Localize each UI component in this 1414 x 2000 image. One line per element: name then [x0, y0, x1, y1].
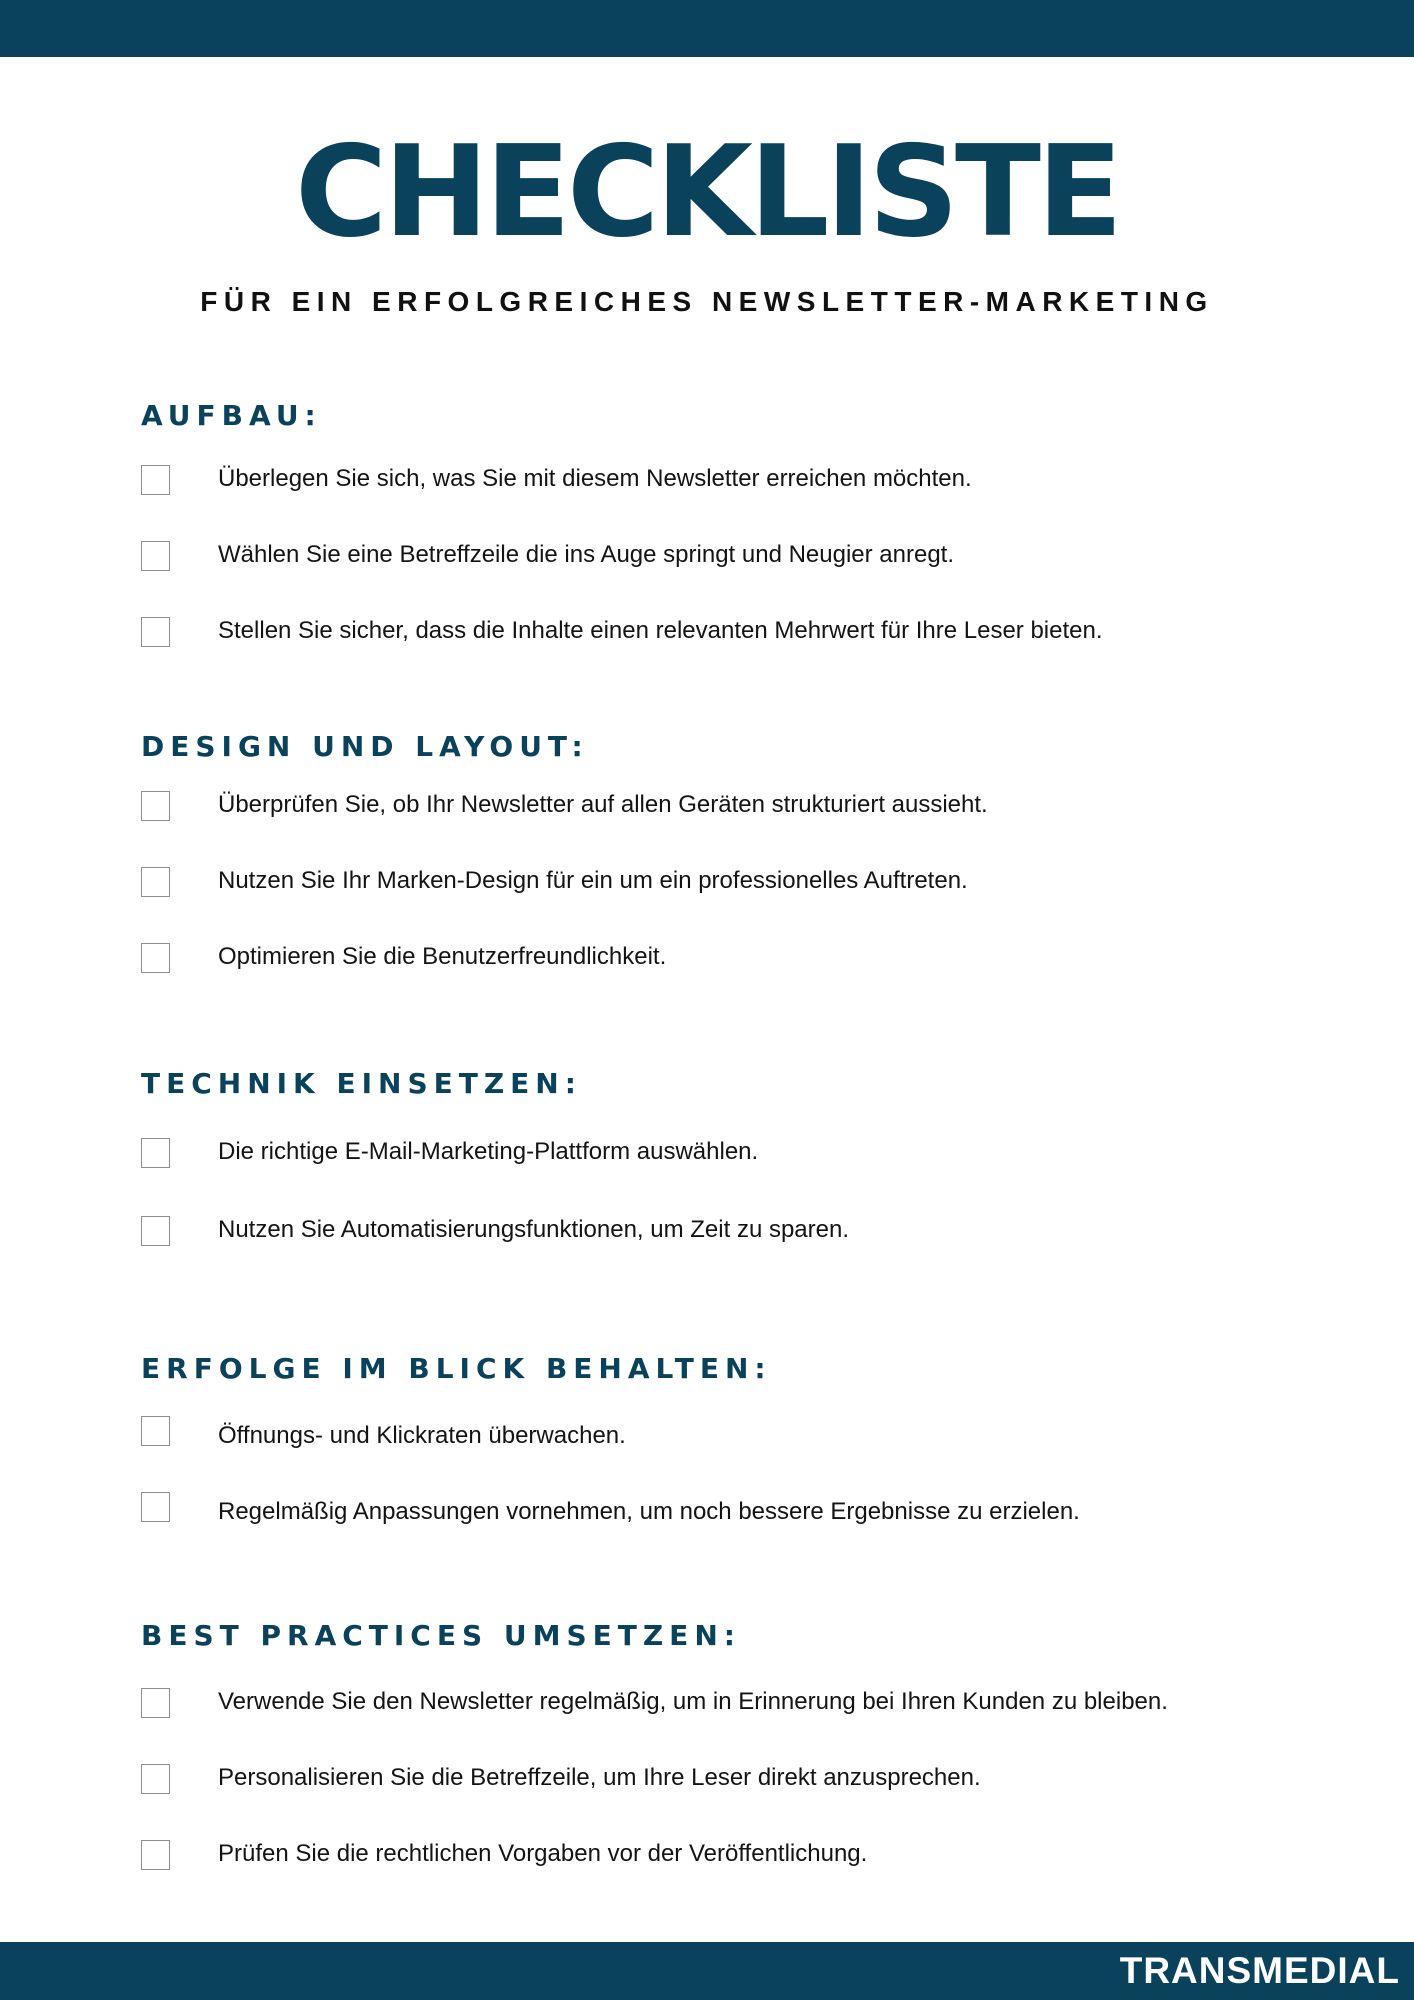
section-heading: TECHNIK EINSETZEN:: [141, 1067, 582, 1100]
brand-logo: TRANSMEDIAL: [1119, 1950, 1400, 1991]
checklist-item[interactable]: [141, 611, 1341, 651]
item-text: Regelmäßig Anpassungen vornehmen, um noch bessere Ergebnisse zu erzielen.: [218, 1498, 1080, 1525]
item-text: Nutzen Sie Ihr Marken-Design für ein um ein professionelles Auftreten.: [218, 867, 968, 894]
checkbox[interactable]: [141, 1138, 170, 1168]
item-text: Prüfen Sie die rechtlichen Vorgaben vor der Veröffentlichung.: [218, 1840, 868, 1867]
top-banner: [0, 0, 1414, 57]
item-text: Optimieren Sie die Benutzerfreundlichkeit.: [218, 943, 667, 970]
section-heading: ERFOLGE IM BLICK BEHALTEN:: [141, 1352, 772, 1385]
checklist-item[interactable]: [141, 861, 1341, 901]
checkbox[interactable]: [141, 465, 170, 495]
item-text: Die richtige E-Mail-Marketing-Plattform auswählen.: [218, 1138, 759, 1165]
section-heading: BEST PRACTICES UMSETZEN:: [141, 1619, 741, 1652]
checkbox[interactable]: [141, 1492, 170, 1522]
item-text: Öffnungs- und Klickraten überwachen.: [218, 1422, 626, 1449]
page-subtitle: FÜR EIN ERFOLGREICHES NEWSLETTER-MARKETING: [200, 286, 1214, 317]
checklist-item[interactable]: [141, 937, 1341, 977]
checklist-item[interactable]: [141, 459, 1341, 499]
item-text: Überlegen Sie sich, was Sie mit diesem Newsletter erreichen möchten.: [218, 465, 972, 492]
footer-banner: [0, 1942, 1414, 2000]
item-text: Wählen Sie eine Betreffzeile die ins Auge springt und Neugier anregt.: [218, 541, 955, 568]
checklist-item[interactable]: [141, 1834, 1341, 1874]
checkbox[interactable]: [141, 1688, 170, 1718]
checkbox[interactable]: [141, 791, 170, 821]
item-text: Stellen Sie sicher, dass die Inhalte einen relevanten Mehrwert für Ihre Leser bieten.: [218, 617, 1103, 644]
checkbox[interactable]: [141, 1216, 170, 1246]
checklist-item[interactable]: [141, 1758, 1341, 1798]
checklist-item[interactable]: [141, 1210, 1341, 1250]
section-heading: AUFBAU:: [141, 399, 322, 432]
checklist-item[interactable]: [141, 1416, 1341, 1456]
checklist-item[interactable]: [141, 1492, 1341, 1532]
checklist-item[interactable]: [141, 785, 1341, 825]
checklist-item[interactable]: [141, 535, 1341, 575]
checkbox[interactable]: [141, 617, 170, 647]
item-text: Verwende Sie den Newsletter regelmäßig, um in Erinnerung bei Ihren Kunden zu bleiben.: [218, 1688, 1168, 1715]
page-title: CHECKLISTE: [294, 118, 1120, 265]
item-text: Nutzen Sie Automatisierungsfunktionen, um Zeit zu sparen.: [218, 1216, 850, 1243]
checklist-item[interactable]: [141, 1682, 1341, 1722]
item-text: Überprüfen Sie, ob Ihr Newsletter auf allen Geräten strukturiert aussieht.: [218, 791, 988, 818]
checklist-item[interactable]: [141, 1132, 1341, 1172]
checkbox[interactable]: [141, 541, 170, 571]
item-text: Personalisieren Sie die Betreffzeile, um Ihre Leser direkt anzusprechen.: [218, 1764, 981, 1791]
section-heading: DESIGN UND LAYOUT:: [141, 730, 589, 763]
checkbox[interactable]: [141, 1840, 170, 1870]
checkbox[interactable]: [141, 1416, 170, 1446]
checkbox[interactable]: [141, 867, 170, 897]
checkbox[interactable]: [141, 943, 170, 973]
checkbox[interactable]: [141, 1764, 170, 1794]
